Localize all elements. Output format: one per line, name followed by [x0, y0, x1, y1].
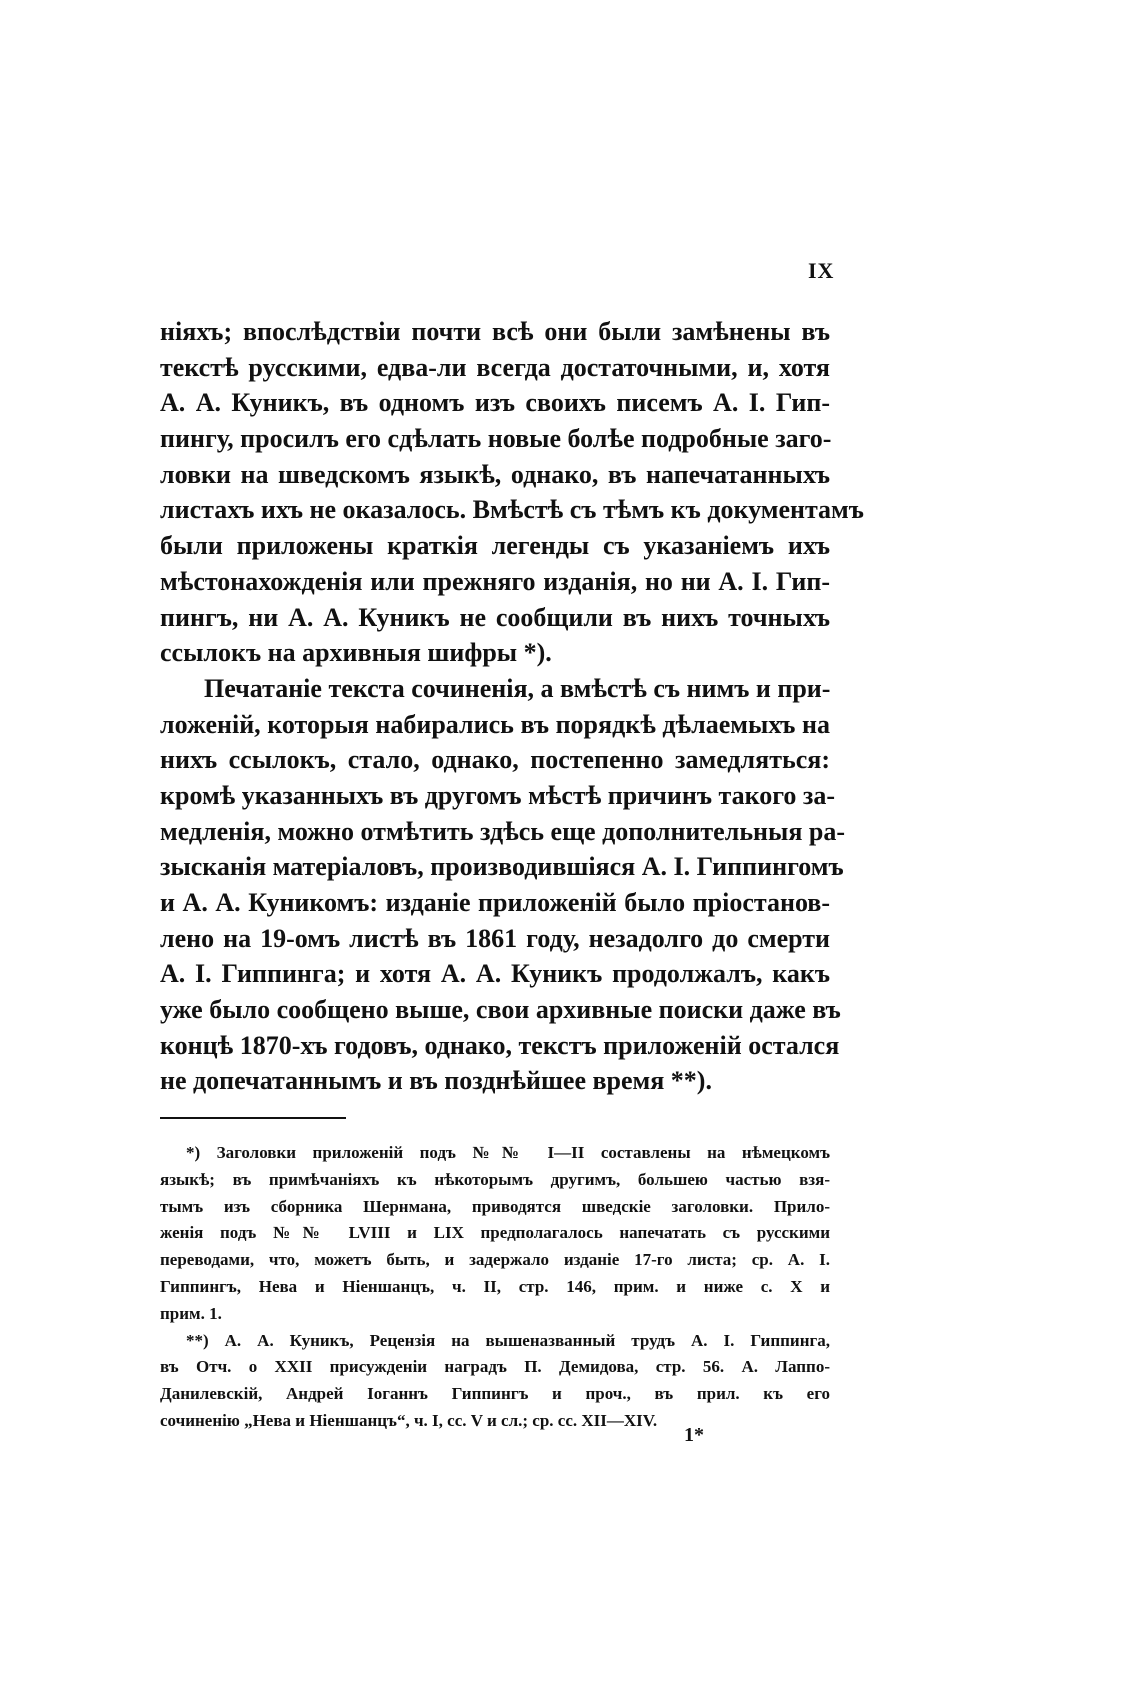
- text-line: А. А. Куникъ, въ одномъ изъ своихъ писемъ А. І. Гип-: [160, 388, 830, 418]
- signature-mark: 1*: [684, 1424, 704, 1446]
- text-line: ніяхъ; впослѣдствіи почти всѣ они были замѣнены въ: [160, 317, 830, 346]
- footnote-line: **) А. А. Куникъ, Рецензія на вышеназванный трудъ А. І. Гиппинга,: [186, 1330, 830, 1350]
- text-line: ловки на шведскомъ языкѣ, однако, въ напечатанныхъ: [160, 459, 830, 489]
- text-line: Печатаніе текста сочиненія, а вмѣстѣ съ нимъ и при-: [204, 673, 831, 703]
- footnote-line: прим. 1.: [160, 1303, 222, 1323]
- text-line: медленія, можно отмѣтить здѣсь еще дополнительныя ра-: [160, 816, 846, 846]
- footnote-line: тымъ изъ сборника Шернмана, приводятся шведскіе заголовки. Прило-: [160, 1196, 830, 1216]
- text-line: лено на 19-омъ листѣ въ 1861 году, незадолго до смерти: [160, 923, 830, 953]
- footnote-line: языкѣ; въ примѣчаніяхъ къ нѣкоторымъ другимъ, большею частью взя-: [160, 1169, 830, 1189]
- text-line: не допечатаннымъ и въ позднѣйшее время **).: [160, 1066, 712, 1096]
- text-line: были приложены краткія легенды съ указаніемъ ихъ: [160, 531, 830, 561]
- text-line: нихъ ссылокъ, стало, однако, постепенно замедляться:: [160, 745, 830, 775]
- page-number: IX: [808, 258, 835, 283]
- text-line: и А. А. Куникомъ: изданіе приложеній было пріостанов-: [160, 888, 830, 917]
- text-line: ложеній, которыя набирались въ порядкѣ дѣлаемыхъ на: [160, 709, 830, 739]
- footnote-line: *) Заголовки приложеній подъ №№ I—II составлены на нѣмецкомъ: [186, 1143, 830, 1162]
- text-line: пингу, просилъ его сдѣлать новые болѣе подробные заго-: [160, 424, 832, 454]
- text-line: пингъ, ни А. А. Куникъ не сообщили въ нихъ точныхъ: [160, 602, 830, 632]
- footnote-line: Данилевскій, Андрей Іоганнъ Гиппингъ и проч., въ прил. къ его: [160, 1384, 830, 1404]
- footnote-line: сочиненію „Нева и Ніеншанцъ“, ч. I, сс. V и сл.; ср. сс. XII—XIV.: [160, 1410, 658, 1430]
- main-text: [160, 314, 864, 1099]
- text-line: зысканія матеріаловъ, производившіяся А. І. Гиппингомъ: [160, 852, 844, 882]
- text-line: мѣстонахожденія или прежняго изданія, но ни А. І. Гип-: [160, 566, 830, 596]
- footnote-line: въ Отч. о XXII присужденіи наградъ П. Демидова, стр. 56. А. Лаппо-: [160, 1357, 830, 1377]
- footnote-line: женія подъ №№ LVIII и LIX предполагалось напечатать съ русскими: [160, 1223, 830, 1243]
- footnote-line: Гиппингъ, Нева и Ніеншанцъ, ч. II, стр. 146, прим. и ниже с. X и: [160, 1276, 830, 1296]
- text-line: А. І. Гиппинга; и хотя А. А. Куникъ продолжалъ, какъ: [160, 959, 830, 989]
- text-line: листахъ ихъ не оказалось. Вмѣстѣ съ тѣмъ къ документамъ: [160, 495, 864, 525]
- footnote-divider: [160, 1117, 346, 1119]
- text-line: концѣ 1870-хъ годовъ, однако, текстъ приложеній остался: [160, 1030, 840, 1060]
- footnotes: [160, 1140, 830, 1435]
- footnote-line: переводами, что, можетъ быть, и задержало изданіе 17-го листа; ср. А. І.: [160, 1250, 830, 1270]
- text-line: ссылокъ на архивныя шифры *).: [160, 638, 552, 668]
- text-line: текстѣ русскими, едва-ли всегда достаточными, и, хотя: [160, 352, 830, 382]
- text-line: кромѣ указанныхъ въ другомъ мѣстѣ причинъ такого за-: [160, 780, 835, 810]
- text-line: уже было сообщено выше, свои архивные поиски даже въ: [160, 995, 841, 1025]
